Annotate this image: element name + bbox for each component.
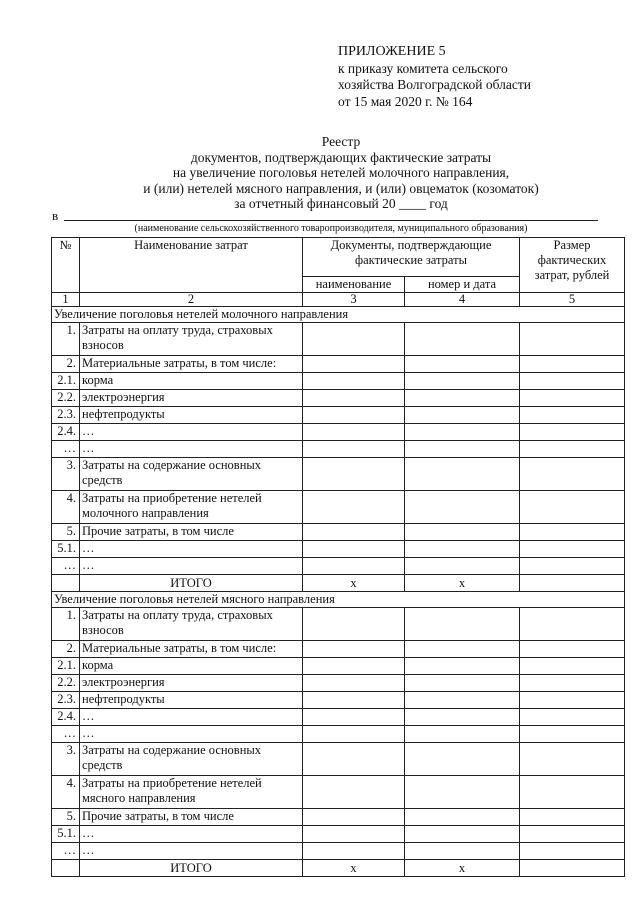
table-row — [52, 726, 625, 743]
table-row — [52, 692, 625, 709]
row-cost-name: Затраты на приобретение нетелей молочного направления — [80, 491, 303, 524]
total-row — [52, 860, 625, 877]
row-number: 2. — [52, 641, 80, 658]
table-row — [52, 809, 625, 826]
table-row — [52, 424, 625, 441]
cell-doc-number[interactable] — [405, 407, 520, 424]
title-line: за отчетный финансовый 20 ____ год — [234, 196, 448, 211]
header-row — [52, 238, 625, 277]
title-line: Реестр — [321, 134, 361, 149]
row-number: 1. — [52, 608, 80, 641]
cell-amount[interactable] — [520, 424, 625, 441]
cell-amount[interactable] — [520, 826, 625, 843]
row-cost-name: Затраты на приобретение нетелей мясного направления — [80, 776, 303, 809]
cell-amount[interactable] — [520, 843, 625, 860]
cell-amount[interactable] — [520, 407, 625, 424]
row-number: 5.1. — [52, 826, 80, 843]
column-number: 3 — [303, 293, 405, 307]
cell-doc-number[interactable] — [405, 641, 520, 658]
row-cost-name: Затраты на оплату труда, страховых взносов — [80, 323, 303, 356]
table-row — [52, 843, 625, 860]
row-number: … — [52, 441, 80, 458]
cell-doc-number[interactable] — [405, 491, 520, 524]
cell-doc-name[interactable] — [303, 641, 405, 658]
table-row — [52, 675, 625, 692]
cell-amount[interactable] — [520, 776, 625, 809]
table-row — [52, 390, 625, 407]
row-number: 4. — [52, 491, 80, 524]
cell-doc-number[interactable] — [405, 323, 520, 356]
recipient-note: (наименование сельскохозяйственного товаропроизводителя, муниципального образования) — [134, 223, 528, 234]
row-cost-name: … — [80, 726, 303, 743]
cell-amount[interactable] — [520, 356, 625, 373]
table-row — [52, 491, 625, 524]
cell-doc-number[interactable] — [405, 373, 520, 390]
cell-doc-number[interactable] — [405, 809, 520, 826]
cell-doc-name[interactable] — [303, 407, 405, 424]
cell-doc-number[interactable] — [405, 424, 520, 441]
cell-doc-name[interactable] — [303, 809, 405, 826]
total-num-cell — [52, 860, 80, 877]
row-cost-name: Затраты на содержание основных средств — [80, 743, 303, 776]
total-x-mark: x — [303, 575, 405, 592]
cell-doc-number[interactable] — [405, 608, 520, 641]
table-row — [52, 608, 625, 641]
cell-doc-name[interactable] — [303, 458, 405, 491]
table-row — [52, 776, 625, 809]
table-row — [52, 524, 625, 541]
cell-amount[interactable] — [520, 658, 625, 675]
row-number: … — [52, 558, 80, 575]
row-number: … — [52, 843, 80, 860]
cell-amount[interactable] — [520, 726, 625, 743]
appendix-line: от 15 мая 2020 г. № 164 — [338, 93, 473, 109]
cell-amount[interactable] — [520, 558, 625, 575]
cell-doc-name[interactable] — [303, 541, 405, 558]
row-number: 3. — [52, 458, 80, 491]
cell-doc-name[interactable] — [303, 692, 405, 709]
row-cost-name: электроэнергия — [80, 390, 303, 407]
row-cost-name: корма — [80, 658, 303, 675]
row-number: 1. — [52, 323, 80, 356]
appendix-heading: ПРИЛОЖЕНИЕ 5 — [338, 44, 446, 59]
cell-doc-number[interactable] — [405, 390, 520, 407]
cell-amount[interactable] — [520, 541, 625, 558]
row-cost-name: … — [80, 709, 303, 726]
cell-doc-name[interactable] — [303, 390, 405, 407]
cell-doc-name[interactable] — [303, 373, 405, 390]
total-x-mark: x — [405, 860, 520, 877]
section-title: Увеличение поголовья нетелей молочного направления — [52, 307, 625, 323]
row-number: 2. — [52, 356, 80, 373]
cell-doc-number[interactable] — [405, 558, 520, 575]
cell-doc-name[interactable] — [303, 441, 405, 458]
section-title: Увеличение поголовья нетелей мясного направления — [52, 592, 625, 608]
cell-doc-name[interactable] — [303, 675, 405, 692]
cell-amount[interactable] — [520, 809, 625, 826]
cell-doc-number[interactable] — [405, 675, 520, 692]
row-cost-name: Материальные затраты, в том числе: — [80, 641, 303, 658]
row-cost-name: … — [80, 441, 303, 458]
table-row — [52, 373, 625, 390]
cell-doc-name[interactable] — [303, 658, 405, 675]
title-line: документов, подтверждающих фактические затраты — [190, 149, 492, 165]
row-cost-name: … — [80, 558, 303, 575]
table-row — [52, 641, 625, 658]
table-row — [52, 558, 625, 575]
register-table — [51, 237, 625, 877]
row-cost-name: … — [80, 541, 303, 558]
total-label: ИТОГО — [80, 860, 303, 877]
cell-amount[interactable] — [520, 390, 625, 407]
table-row — [52, 743, 625, 776]
row-number: 2.1. — [52, 373, 80, 390]
table-row — [52, 356, 625, 373]
row-number: 5. — [52, 524, 80, 541]
table-row — [52, 441, 625, 458]
cell-amount[interactable] — [520, 692, 625, 709]
cell-doc-name[interactable] — [303, 743, 405, 776]
cell-amount[interactable] — [520, 743, 625, 776]
cell-doc-name[interactable] — [303, 826, 405, 843]
table-row — [52, 458, 625, 491]
header-docs: Документы, подтверждающие фактические затраты — [303, 238, 520, 277]
cell-amount[interactable] — [520, 641, 625, 658]
header-amount: Размер фактических затрат, рублей — [520, 238, 625, 293]
cell-amount[interactable] — [520, 373, 625, 390]
section-row — [52, 307, 625, 323]
cell-doc-number[interactable] — [405, 826, 520, 843]
header-doc-name: наименование — [303, 277, 405, 293]
cell-doc-name[interactable] — [303, 709, 405, 726]
cell-doc-number[interactable] — [405, 441, 520, 458]
row-cost-name: нефтепродукты — [80, 692, 303, 709]
row-cost-name: … — [80, 843, 303, 860]
cell-doc-name[interactable] — [303, 843, 405, 860]
cell-doc-number[interactable] — [405, 726, 520, 743]
header-num: № — [52, 238, 80, 293]
table-row — [52, 658, 625, 675]
row-number: 3. — [52, 743, 80, 776]
cell-amount[interactable] — [520, 608, 625, 641]
table-row — [52, 407, 625, 424]
table-row — [52, 323, 625, 356]
cell-doc-number[interactable] — [405, 458, 520, 491]
title-line: на увеличение поголовья нетелей молочного направления, — [172, 165, 510, 180]
table-row — [52, 709, 625, 726]
recipient-fill-line — [64, 220, 598, 221]
row-cost-name: Прочие затраты, в том числе — [80, 524, 303, 541]
total-label: ИТОГО — [80, 575, 303, 592]
cell-doc-number[interactable] — [405, 709, 520, 726]
row-number: 2.1. — [52, 658, 80, 675]
column-number: 4 — [405, 293, 520, 307]
cell-doc-number[interactable] — [405, 356, 520, 373]
section-row — [52, 592, 625, 608]
cell-doc-number[interactable] — [405, 843, 520, 860]
row-number: 2.4. — [52, 424, 80, 441]
cell-doc-name[interactable] — [303, 356, 405, 373]
cell-doc-name[interactable] — [303, 524, 405, 541]
cell-doc-name[interactable] — [303, 726, 405, 743]
cell-doc-name[interactable] — [303, 776, 405, 809]
total-num-cell — [52, 575, 80, 592]
row-number: 5. — [52, 809, 80, 826]
cell-amount[interactable] — [520, 458, 625, 491]
row-cost-name: … — [80, 424, 303, 441]
document-title — [60, 134, 622, 212]
title-line: и (или) нетелей мясного направления, и (или) овцематок (козоматок) — [143, 180, 539, 196]
table-row — [52, 541, 625, 558]
cell-amount[interactable] — [520, 323, 625, 356]
cell-doc-name[interactable] — [303, 558, 405, 575]
total-x-mark: x — [405, 575, 520, 592]
appendix-line: к приказу комитета сельского — [338, 60, 508, 76]
row-cost-name: Затраты на содержание основных средств — [80, 458, 303, 491]
cell-amount[interactable] — [520, 675, 625, 692]
row-number: 2.2. — [52, 390, 80, 407]
total-row — [52, 575, 625, 592]
row-cost-name: Затраты на оплату труда, страховых взносов — [80, 608, 303, 641]
cell-doc-number[interactable] — [405, 776, 520, 809]
appendix-line: хозяйства Волгоградской области — [338, 77, 531, 92]
row-cost-name: Прочие затраты, в том числе — [80, 809, 303, 826]
cell-amount[interactable] — [520, 709, 625, 726]
row-number: 4. — [52, 776, 80, 809]
cell-doc-number[interactable] — [405, 541, 520, 558]
cell-doc-name[interactable] — [303, 608, 405, 641]
cell-doc-number[interactable] — [405, 743, 520, 776]
cell-doc-name[interactable] — [303, 323, 405, 356]
row-number: 2.4. — [52, 709, 80, 726]
total-amount[interactable] — [520, 860, 625, 877]
header-name: Наименование затрат — [80, 238, 303, 293]
column-number-row — [52, 293, 625, 307]
cell-doc-name[interactable] — [303, 491, 405, 524]
column-number: 2 — [80, 293, 303, 307]
row-number: 2.2. — [52, 675, 80, 692]
cell-doc-number[interactable] — [405, 658, 520, 675]
recipient-prefix: в — [52, 208, 59, 223]
column-number: 1 — [52, 293, 80, 307]
appendix-block — [338, 44, 531, 110]
cell-doc-number[interactable] — [405, 692, 520, 709]
column-number: 5 — [520, 293, 625, 307]
row-number: 2.3. — [52, 407, 80, 424]
cell-amount[interactable] — [520, 524, 625, 541]
row-cost-name: корма — [80, 373, 303, 390]
total-amount[interactable] — [520, 575, 625, 592]
row-cost-name: нефтепродукты — [80, 407, 303, 424]
row-cost-name: Материальные затраты, в том числе: — [80, 356, 303, 373]
row-cost-name: … — [80, 826, 303, 843]
cell-amount[interactable] — [520, 441, 625, 458]
cell-amount[interactable] — [520, 491, 625, 524]
header-doc-number: номер и дата — [405, 277, 520, 293]
row-number: 5.1. — [52, 541, 80, 558]
row-number: … — [52, 726, 80, 743]
cell-doc-name[interactable] — [303, 424, 405, 441]
row-cost-name: электроэнергия — [80, 675, 303, 692]
cell-doc-number[interactable] — [405, 524, 520, 541]
table-row — [52, 826, 625, 843]
total-x-mark: x — [303, 860, 405, 877]
row-number: 2.3. — [52, 692, 80, 709]
